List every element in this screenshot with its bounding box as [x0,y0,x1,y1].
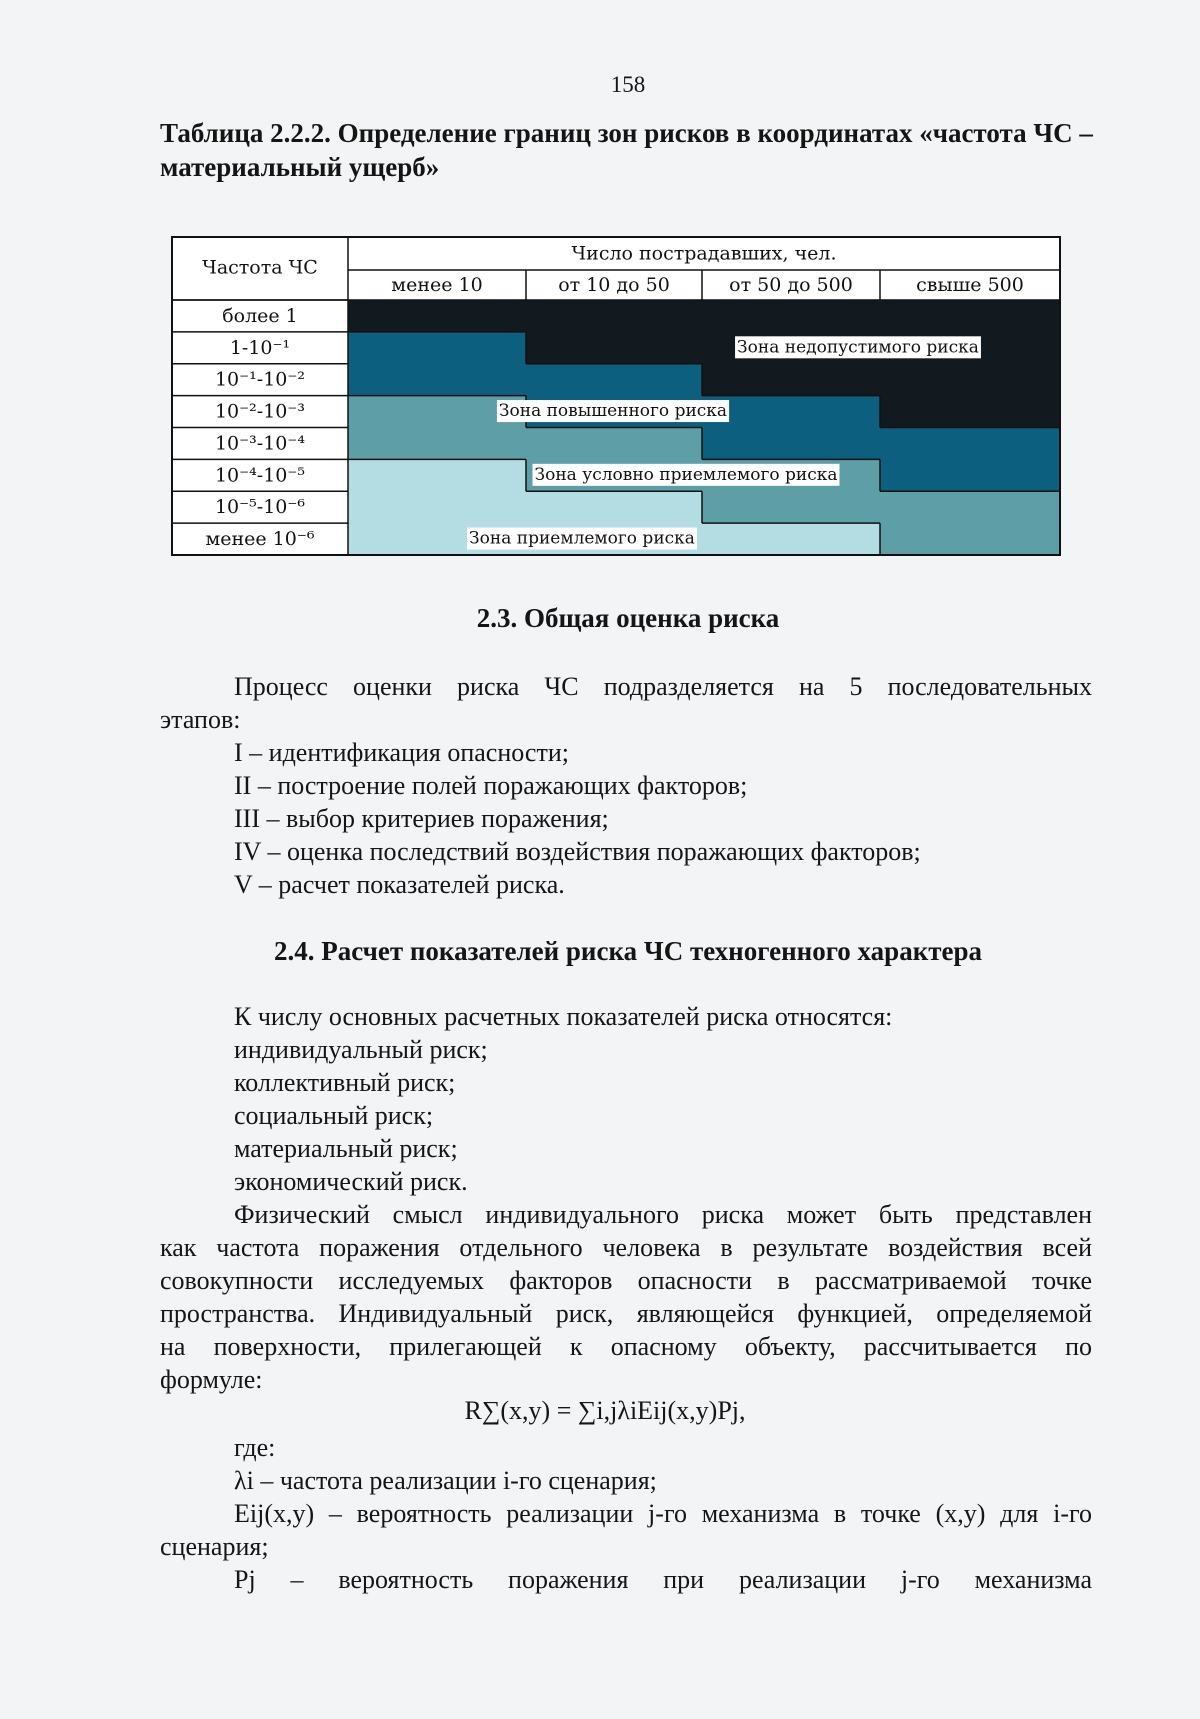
stage-item: V – расчет показателей риска. [234,870,565,899]
paragraph-line: как частота поражения отдельного человека в результате воздействия всей [160,1233,1092,1262]
indicator-item: социальный риск; [234,1101,434,1130]
zone-cell-unacceptable [526,332,702,364]
zone-cell-elevated [348,364,526,396]
intro-line-2: этапов: [160,705,241,734]
row-label: менее 10⁻⁶ [205,528,315,551]
indicators-intro: К числу основных расчетных показателей риска относятся: [234,1002,893,1031]
zone-cell-unacceptable [702,300,880,332]
page-number: 158 [610,72,646,97]
definition-lambda: λi – частота реализации i-го сценария; [234,1466,657,1495]
paragraph-line: формуле: [160,1365,263,1394]
row-label: 10⁻³-10⁻⁴ [214,432,306,455]
stage-item: IV – оценка последствий воздействия поражающих факторов; [234,837,921,866]
row-label: более 1 [222,304,298,327]
indicator-item: индивидуальный риск; [234,1035,488,1064]
zone-cell-elevated [880,428,1060,460]
row-label: 10⁻¹-10⁻² [214,368,306,391]
zone-cell-acceptable [702,523,880,555]
zone-cell-unacceptable [348,300,526,332]
stage-item: I – идентификация опасности; [234,738,569,767]
zone-cell-unacceptable [526,300,702,332]
section-2-4-heading: 2.4. Расчет показателей риска ЧС техногенного характера [273,936,983,966]
column-header-label: менее 10 [391,274,483,296]
risk-zone-table-graphic [172,237,1060,555]
paragraph-line: совокупности исследуемых факторов опасности в рассматриваемой точке [160,1266,1092,1295]
row-label: 10⁻²-10⁻³ [214,400,306,423]
zone-cell-unacceptable [702,364,880,396]
zone-cell-acceptable [348,459,526,491]
zone-cell-conditional [880,523,1060,555]
zone-cell-acceptable [526,491,702,523]
definition-pj: Pj – вероятность поражения при реализации j-го механизма [234,1565,1092,1594]
intro-line-1: Процесс оценки риска ЧС подразделяется на 5 последовательных [234,672,1092,701]
zone-cell-conditional [702,491,880,523]
paragraph-line: на поверхности, прилегающей к опасному объекту, рассчитывается по [160,1332,1092,1361]
column-header-label: от 10 до 50 [558,274,670,296]
column-header-label: свыше 500 [916,274,1024,296]
row-label: 10⁻⁵-10⁻⁶ [214,496,306,519]
risk-zone-table [172,237,1060,555]
paragraph-line: Физический смысл индивидуального риска может быть представлен [234,1200,1092,1229]
zone-cell-unacceptable [880,396,1060,428]
zone-cell-elevated [348,332,526,364]
indicator-item: коллективный риск; [234,1068,456,1097]
row-header-label: Частота ЧС [202,256,318,279]
indicator-item: экономический риск. [234,1167,468,1196]
where-label: где: [234,1433,276,1462]
zone-label-elevated: Зона повышенного риска [498,401,728,422]
zone-cell-elevated [880,459,1060,491]
paragraph-line: пространства. Индивидуальный риск, являющейся функцией, определяемой [160,1299,1092,1328]
table-caption: Таблица 2.2.2. Определение границ зон рисков в координатах «частота ЧС – материальный ущерб» [160,118,1093,182]
zone-cell-conditional [526,428,702,460]
row-label: 1-10⁻¹ [229,336,291,359]
zone-label-unacceptable: Зона недопустимого риска [737,337,979,358]
row-label: 10⁻⁴-10⁻⁵ [214,464,306,487]
risk-formula: R∑(x,y) = ∑i,jλiEij(x,y)Pj, [464,1396,746,1425]
column-group-label: Число пострадавших, чел. [571,242,837,265]
column-header-label: от 50 до 500 [729,274,853,296]
zone-label-conditional: Зона условно приемлемого риска [534,464,838,485]
zone-label-acceptable: Зона приемлемого риска [469,528,695,549]
zone-cell-conditional [348,428,526,460]
zone-cell-elevated [526,364,702,396]
definition-eij-cont: сценария; [160,1532,269,1561]
zone-cell-elevated [702,428,880,460]
zone-cell-unacceptable [880,300,1060,332]
section-2-3-heading: 2.3. Общая оценка риска [476,603,780,633]
zone-cell-unacceptable [880,364,1060,396]
stage-item: III – выбор критериев поражения; [234,804,609,833]
zone-cell-acceptable [348,491,526,523]
zone-cell-conditional [880,491,1060,523]
indicator-item: материальный риск; [234,1134,458,1163]
definition-eij: Eij(x,y) – вероятность реализации j-го механизма в точке (x,y) для i-го [234,1499,1092,1528]
stage-item: II – построение полей поражающих факторов; [234,771,748,800]
